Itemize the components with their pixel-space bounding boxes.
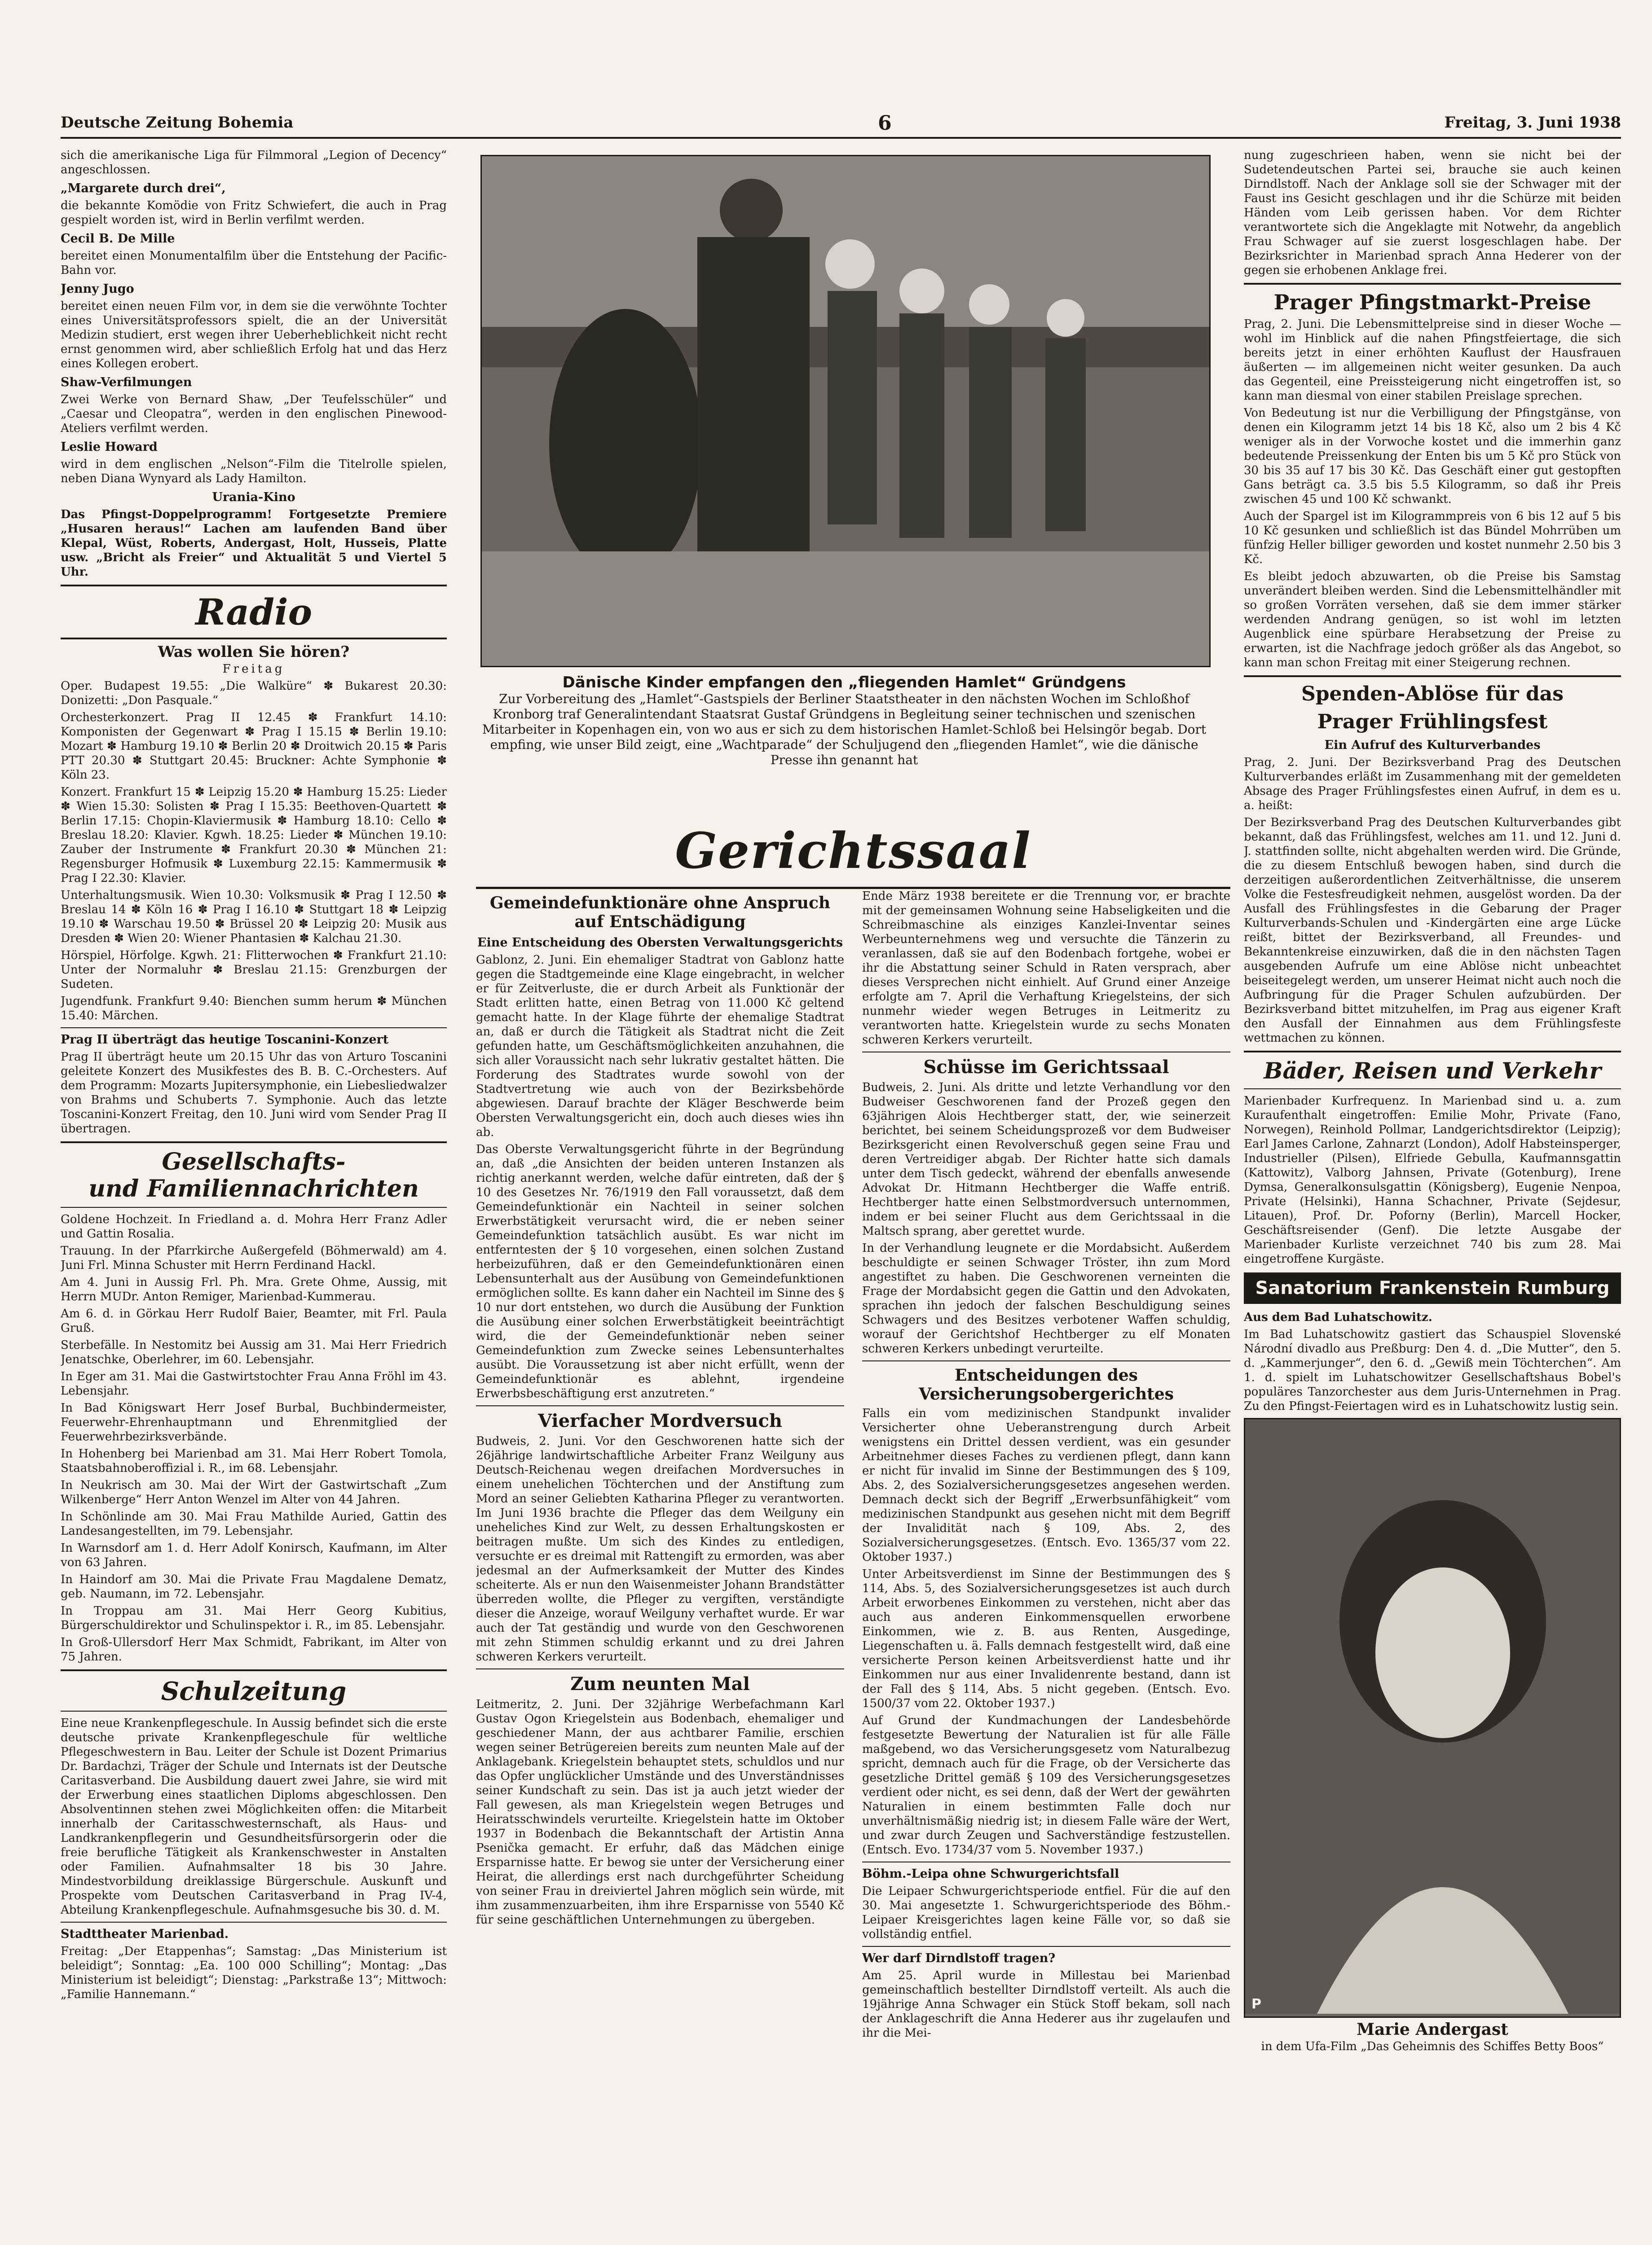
divider bbox=[61, 1711, 447, 1712]
article-title: Wer darf Dirndlstoff tragen? bbox=[862, 1951, 1056, 1965]
column-1 bbox=[61, 148, 447, 2245]
family-notice: In Eger am 31. Mai die Gastwirtstochter Frau Anna Fröhl im 43. Lebensjahr. bbox=[61, 1370, 447, 1398]
photo-illustration bbox=[482, 156, 1209, 666]
family-notice: Sterbefälle. In Nestomitz bei Aussig am 31. Mai Herr Friedrich Jenatschke, Oberlehrer, im 60. Lebensjahr. bbox=[61, 1338, 447, 1366]
gesellschaft-heading-2: und Familiennachrichten bbox=[88, 1175, 419, 1202]
film-item: Cecil B. De Mille bereitet einen Monumentalfilm über die Entstehung der Pacific-Bahn vor. bbox=[61, 232, 447, 277]
article-text: Am 25. April wurde in Millestau bei Marienbad gemeinschaftlich bestellter Dirndlstoff verteilt. Als auch die 19jährige Anna Schwager ein Stück Stoff bekam, soll nach der Anklageschrift die Anna Hederer aus ihr zugelaufen und ihr die Mei- bbox=[862, 1969, 1230, 2040]
divider bbox=[476, 1668, 844, 1669]
schul-text: Eine neue Krankenpflegeschule. In Aussig befindet sich die erste deutsche private Krankenpflegeschule für weltliche Pflegeschwestern in Bau. Leiter der Schule ist Dozent Primarius Dr. Bardachzi, Träger der Schule und Internats ist der Deutsche Caritasverband. Die Ausbildung dauert zwei Jahre, sie wird mit der Erwerbung eines staatlichen Diploms abgeschlossen. Den Absolventinnen stehen zwei Möglichkeiten offen: die Mitarbeit innerhalb der Caritasschwesternschaft, als Haus- und Landkrankenpflegerin und Gesundheitsfürsorgerin oder die freie berufliche Tätigkeit als Krankenschwester in Anstalten oder Familien. Aufnahmsalter 18 bis 30 Jahre. Mindestvorbildung dreiklassige Bürgerschule. Auskunft und Prospekte vom Deutschen Caritasverband in Prag IV-4, Abteilung Krankenpflegeschule. Aufnahmsgesuche bis 30. d. M. bbox=[61, 1717, 447, 1917]
divider bbox=[61, 1027, 447, 1028]
radio-heading: Radio bbox=[195, 591, 312, 633]
divider bbox=[61, 1207, 447, 1208]
article-text: Prag, 2. Juni. Die Lebensmittelpreise sind in dieser Woche — wohl im Hinblick auf die nahen Pfingstfeiertage, die sich bereits jetzt in einer erhöhten Kauflust der Hausfrauen äußerten — im allgemeinen nicht weiter gesunken. Da auch das Gegenteil, eine Preissteigerung nicht eingetroffen ist, so kann man diesmal von einer stabilen Preislage sprechen. bbox=[1244, 317, 1621, 403]
radio-entry: Konzert. Frankfurt 15 ✽ Leipzig 15.20 ✽ Hamburg 15.25: Lieder ✽ Wien 15.30: Solisten ✽ Prag I 15.35: Beethoven-Quartett ✽ Berlin 17.15: Chopin-Klaviermusik ✽ Hamburg 18.10: Cello ✽ Breslau 18.20: Klavier. Kgwh. 18.25: Lieder ✽ München 19.10: Zauber der Instrumente ✽ Frankfurt 20.30 ✽ München 21: Regensburger Hofmusik ✽ Luxemburg 22.15: Kammermusik ✽ Prag I 22.30: Klavier. bbox=[61, 785, 447, 885]
portrait-caption: in dem Ufa-Film „Das Geheimnis des Schiffes Betty Boos“ bbox=[1261, 2040, 1604, 2053]
theater-text: Freitag: „Der Etappenhas“; Samstag: „Das Ministerium ist beleidigt“; Sonntag: „Ea. 100 000 Schilling“; Montag: „Das Ministerium ist beleidigt“; Dienstag: „Parkstraße 13“; Mittwoch: „Familie Hannemann.“ bbox=[61, 1945, 447, 2001]
section-rule bbox=[1244, 675, 1621, 677]
column-2 bbox=[476, 889, 844, 2245]
portrait-illustration bbox=[1245, 1419, 1620, 2014]
theater-heading: Stadttheater Marienbad. bbox=[61, 1927, 229, 1941]
family-notice: In Haindorf am 30. Mai die Private Frau Magdalene Dematz, geb. Naumann, im 72. Lebensjahr. bbox=[61, 1573, 447, 1601]
article-text: Im Bad Luhatschowitz gastiert das Schauspiel Slovenské Národní divadlo aus Preßburg: Den 4. d. „Die Mutter“, den 5. d. „Kammerjunger“, den 6. d. „Gewiß mein Töchterchen“. Am 1. d. spielt im Luhatschowitzer Gesellschaftshaus Bobel's populäres Tanzorchester aus dem Juris-Unternehmen in Prag. Zu den Pfingst-Feiertagen wird es in Luhatschowitz lustig sein. bbox=[1244, 1328, 1621, 1413]
radio-entry: Oper. Budapest 19.55: „Die Walküre“ ✽ Bukarest 20.30: Donizetti: „Don Pasquale.“ bbox=[61, 679, 447, 707]
radio-entry: Orchesterkonzert. Prag II 12.45 ✽ Frankfurt 14.10: Komponisten der Gegenwart ✽ Prag I 15.15 ✽ Berlin 19.10: Mozart ✽ Hamburg 19.10 ✽ Berlin 20 ✽ Droitwich 20.15 ✽ Paris PTT 20.30 ✽ Stuttgart 20.45: Bruckner: Achte Symphonie ✽ Köln 23. bbox=[61, 711, 447, 782]
radio-question: Was wollen Sie hören? bbox=[158, 643, 350, 661]
divider bbox=[1244, 1088, 1621, 1089]
baeder-heading: Bäder, Reisen und Verkehr bbox=[1264, 1057, 1601, 1084]
caption-title: Dänische Kinder empfangen den „fliegenden Hamlet“ Gründgens bbox=[562, 674, 1126, 691]
portrait-photo bbox=[1244, 1418, 1621, 2018]
family-notice: Goldene Hochzeit. In Friedland a. d. Mohra Herr Franz Adler und Gattin Rosalia. bbox=[61, 1213, 447, 1241]
newspaper-name: Deutsche Zeitung Bohemia bbox=[61, 114, 294, 132]
schulzeitung-heading: Schulzeitung bbox=[161, 1677, 347, 1706]
gesellschaft-heading: Gesellschafts- bbox=[162, 1148, 346, 1175]
article-title: Böhm.-Leipa ohne Schwurgerichtsfall bbox=[862, 1867, 1119, 1881]
article-title: Schüsse im Gerichtssaal bbox=[923, 1056, 1169, 1078]
urania-text: Das Pfingst-Doppelprogramm! Fortgesetzte Premiere „Husaren heraus!“ Lachen am laufenden Band über Klepal, Wüst, Roberts, Andergast, Holt, Husseis, Platte usw. „Bricht als Freier“ und Aktualität 5 und Viertel 5 Uhr. bbox=[61, 508, 447, 579]
film-item: „Margarete durch drei“, die bekannte Komödie von Fritz Schwiefert, die auch in Prag gespielt worden ist, wird in Berlin verfilmt werden. bbox=[61, 181, 447, 227]
article-text: Leitmeritz, 2. Juni. Der 32jährige Werbefachmann Karl Gustav Ogon Kriegelstein aus Bodenbach, ehemaliger und geschiedener Mann, der aus achtbarer Familie, erschien wegen seiner Betrügereien bereits zum neunten Male auf der Anklagebank. Kriegelstein behauptet stets, schuldlos und nur das Opfer unglücklicher Umstände und des Unverständnisses seiner Kundschaft zu sein. Das ist ja auch jetzt wieder der Fall gewesen, als man Kriegelstein wegen Betruges und Heiratsschwindels verurteilte. Kriegelstein hatte im Oktober 1937 in Bodenbach die Bekanntschaft der Artistin Anna Psenička gemacht. Er erfuhr, daß das Mädchen einige Ersparnisse hatte. Er bewog sie unter der Versicherung einer Heirat, die allerdings erst nach durchgeführter Scheidung von seiner Frau in dreiviertel Jahren möglich sein würde, mit ihm zusammenzuarbeiten, ihm ihre Ersparnisse von 5540 Kč für seine geschäftlichen Unternehmungen zu übergeben. bbox=[476, 1698, 844, 1927]
radio-entry: Hörspiel, Hörfolge. Kgwh. 21: Flitterwochen ✽ Frankfurt 21.10: Unter der Normaluhr ✽ Breslau 21.15: Grenzburgen der Sudeten. bbox=[61, 949, 447, 991]
page-number: 6 bbox=[878, 112, 892, 135]
article-text: Das Oberste Verwaltungsgericht führte in der Begründung an, daß „die Ansichten der beiden unteren Instanzen als richtig anerkannt werden, welche dafür eintreten, daß der § 10 des Gesetzes Nr. 76/1919 den Fall voraussetzt, daß dem Gemeindefunktionär ein Nachteil in seiner solchen Erwerbstätigkeit verursacht wird, die er neben seiner Gemeindefunktion tatsächlich ausübt. Es war nicht im entferntesten der § 10 vorgesehen, einen solchen Zustand herbeizuführen, daß er den Gemeindefunktionären einen Lebensunterhalt aus der Ausübung von Gemeindefunktionen ermöglichen sollte. Es kann daher ein Nachteil im Sinne des § 10 nur dort entstehen, wo durch die Ausübung der Funktion die Ausübung einer solchen Erwerbstätigkeit beeinträchtigt wird, die der Gemeindefunktionär neben seiner Gemeindefunktion zum Zwecke seines Lebensunterhaltes ausübt. Die Voraussetzung ist aber nicht erfüllt, wenn der Gemeindefunktionär es ablehnt, irgendeine Erwerbsbeschäftigung erst anzutreten.“ bbox=[476, 1143, 844, 1400]
article-title: Entscheidungen des Versicherungsobergerichtes bbox=[919, 1366, 1174, 1404]
article-text: Auf Grund der Kundmachungen der Landesbehörde festgesetzte Bewertung der Naturalien ist für alle Fälle maßgebend, wo das Versicherungsgesetz vom Naturalbezug spricht, demnach auch für die Frage, ob der Versicherte das gesetzliche Drittel gemäß § 109 des Versicherungsgesetzes verdient oder nicht, es sei denn, daß der Wert der gewährten Naturalien in einem bestimmten Falle doch nur unverhältnismäßig niedrig ist; in diesem Falle wäre der Wert, und zwar durch Zeugen und Sachverständige festzustellen. (Entsch. Evo. 1734/37 vom 5. November 1937.) bbox=[862, 1714, 1230, 1857]
film-intro: sich die amerikanische Liga für Filmmoral „Legion of Decency“ angeschlossen. bbox=[61, 149, 447, 176]
article-text: In der Verhandlung leugnete er die Mordabsicht. Außerdem beschuldigte er seinen Schwager Tröster, ihn zum Mord angestiftet zu haben. Die Geschworenen verneinten die Frage der Mordabsicht gegen die Gattin und den Advokaten, sprachen ihn jedoch der falschen Beschuldigung seines Schwagers und des Besitzes verbotener Waffen schuldig, worauf der Gerichtshof Hechtberger zu elf Monaten schweren Kerkers unbedingt verurteilte. bbox=[862, 1241, 1230, 1356]
family-notice: In Troppau am 31. Mai Herr Georg Kubitius, Bürgerschuldirektor und Schulinspektor i. R., im 85. Lebensjahr. bbox=[61, 1604, 447, 1632]
radio-entry: Jugendfunk. Frankfurt 9.40: Bienchen summ herum ✽ München 15.40: Märchen. bbox=[61, 995, 447, 1022]
luhat-heading: Aus dem Bad Luhatschowitz. bbox=[1244, 1311, 1432, 1324]
article-text: Der Bezirksverband Prag des Deutschen Kulturverbandes gibt bekannt, daß das Frühlingsfest, welches am 11. und 12. Juni d. J. stattfinden sollte, nicht abgehalten werden wird. Die Gründe, die zu diesem Entschluß bewogen haben, sind durch die derzeitigen außerordentlichen Zeitverhältnisse, die unserem Volke die Festesfreudigkeit nehmen, ausgelöst worden. Da der Ausfall des Frühlingsfestes in die Gebarung der Prager Kulturverbands-Schulen und -Kindergärten eine arge Lücke reißt, bittet der Bezirksverband, all Freundes- und Bekanntenkreise einzuwirken, daß die in den nächsten Tagen ausgebenden Aufrufe um eine Ablöse nicht unbeachtet beiseitegelegt werden, um unserer Heimat nicht auch noch die Aufbringung für die Prager Schulen aufzubürden. Der Bezirksverband bittet mitzuhelfen, im Prag aus eigener Kraft den Ausfall der Einnahmen aus dem Frühlingsfeste wettmachen zu können. bbox=[1244, 816, 1621, 1045]
family-notice: Am 6. d. in Görkau Herr Rudolf Baier, Beamter, mit Frl. Paula Gruß. bbox=[61, 1307, 447, 1335]
article-title: Spenden-Ablöse für das bbox=[1301, 682, 1564, 705]
gerichtssaal-heading: Gerichtssaal bbox=[675, 822, 1031, 880]
section-rule bbox=[1244, 1051, 1621, 1052]
family-notice: In Neukrisch am 30. Mai der Wirt der Gastwirtschaft „Zum Wilkenberge“ Herr Anton Wenzel im Alter von 44 Jahren. bbox=[61, 1479, 447, 1506]
column-3 bbox=[862, 889, 1230, 2245]
article-text: Unter Arbeitsverdienst im Sinne der Bestimmungen des § 114, Abs. 5, des Sozialversicherungsgesetzes ist auch durch Arbeit erworbenes Einkommen zu verstehen, nicht aber das auch aus anderen Einkommensquellen erworbene Einkommen, wie z. B. aus Renten, Ausgedinge, Liegenschaften u. ä. Falls demnach festgestellt wird, daß eine versicherte Person keinen Arbeitsverdienst hatte und ihr Einkommen nur aus einer Invalidenrente bestand, dann ist der Fall des § 114, Abs. 5 nicht gegeben. (Entsch. Evo. 1500/37 vom 22. Oktober 1937.) bbox=[862, 1567, 1230, 1710]
article-text: Die Leipaer Schwurgerichtsperiode entfiel. Für die auf den 30. Mai angesetzte 1. Schwurgerichtsperiode des Böhm.-Leipaer Kreisgerichtes lagen keine Fälle vor, so daß sie vollständig entfiel. bbox=[862, 1884, 1230, 1941]
section-rule bbox=[1244, 283, 1621, 285]
article-text: Budweis, 2. Juni. Als dritte und letzte Verhandlung vor den Budweiser Geschworenen fand der Prozeß gegen den 63jährigen Alois Hechtberger statt, der, wie seinerzeit berichtet, bei seinem Scheidungsprozeß vor dem Budweiser Bezirksgericht einen Revolverschuß gegen seine Frau und deren Vertreidiger abgab. Der Richter hatte sich damals unter dem Tisch gedeckt, während der ebenfalls anwesende Advokat Dr. Hitmann Hechtberger die Waffe entriß. Hechtberger hatte einen Selbstmordversuch unternommen, indem er bei seiner Flucht aus dem Gerichtssaal in die Maltsch sprang, aber gerettet wurde. bbox=[862, 1081, 1230, 1238]
divider bbox=[862, 1360, 1230, 1361]
article-text: Prag, 2. Juni. Der Bezirksverband Prag des Deutschen Kulturverbandes erläßt im Zusammenhang mit der gemeldeten Absage des Prager Frühlingsfestes einen Aufruf, in dem es u. a. heißt: bbox=[1244, 756, 1621, 812]
article-text: Auch der Spargel ist im Kilogrammpreis von 6 bis 12 auf 5 bis 10 Kč gesunken und schließlich ist das Bündel Mohrrüben um fünfzig Heller billiger geworden und kostet nunmehr 2.50 bis 3 Kč. bbox=[1244, 510, 1621, 566]
portrait-name: Marie Andergast bbox=[1357, 2020, 1508, 2039]
article-text: Budweis, 2. Juni. Vor den Geschworenen hatte sich der 26jährige landwirtschaftliche Arbeiter Franz Weilguny aus Deutsch-Reichenau wegen dreifachen Mordversuches in einem unehelichen Töchterchen und der Anstiftung zum Mord an seiner Geliebten Katharina Pfleger zu verantworten. Im Juni 1936 brachte die Pfleger das dem Weilguny ein uneheliches Kind zur Welt, zu dessen Erhaltungskosten er beitragen mußte. Um sich des Kindes zu entledigen, versuchte er es dreimal mit Rattengift zu ermorden, was aber jedesmal an der Aufmerksamkeit der Mutter des Kindes scheiterte. Als er nun den Waisenmeister Johann Brandstätter überreden wollte, die Pfleger zu vergiften, verständigte dieser die Anzeige, worauf Weilguny verhaftet wurde. Er war auch der Tat geständig und wurde von den Geschworenen mit zehn Stimmen schuldig erkannt und zu drei Jahren schweren Kerkers verurteilt. bbox=[476, 1435, 844, 1664]
article-title: Gemeindefunktionäre ohne Anspruch auf Entschädigung bbox=[489, 894, 831, 931]
film-item: Jenny Jugo bereitet einen neuen Film vor, in dem sie die verwöhnte Tochter eines Universitätsprofessors spielt, die an der Universität Medizin studiert, erst wegen ihrer Ueberheblichkeit nicht recht ernst genommen wird, aber schließlich Erfolg hat und das Herz eines Kollegen erobert. bbox=[61, 282, 447, 370]
radio-entry: Unterhaltungsmusik. Wien 10.30: Volksmusik ✽ Prag I 12.50 ✽ Breslau 14 ✽ Köln 16 ✽ Prag I 16.10 ✽ Stuttgart 18 ✽ Leipzig 19.10 ✽ Warschau 19.50 ✽ Brüssel 20 ✽ Leipzig 20: Musik aus Dresden ✽ Wien 20: Wiener Phantasien ✽ Kalchau 21.30. bbox=[61, 889, 447, 945]
article-subtitle: Ein Aufruf des Kulturverbandes bbox=[1324, 738, 1541, 752]
article-title: Prager Pfingstmarkt-Preise bbox=[1273, 290, 1591, 314]
section-rule bbox=[61, 1669, 447, 1671]
article-text: Marienbader Kurfrequenz. In Marienbad sind u. a. zum Kuraufenthalt eingetroffen: Emilie Mohr, Private (Fano, Norwegen), Reinhold Pollmar, Landgerichtsdirektor (Leipzig); Earl James Carlone, Zahnarzt (London), Adolf Habsteinsperger, Industrieller (Pilsen), Elfriede Gebulla, Kaufmannsgattin (Kattowitz), Valborg Jahnsen, Private (Gotenburg), Irene Dymsa, Generalkonsulsgattin (Königsberg), Eugenie Nenpoa, Private (Helsinki), Hanna Schachner, Private (Sejdesur, Litauen), Prof. Dr. Poforny (Berlin), Marcell Hocker, Geschäftsreisender (Genf). Die letzte Ausgabe der Marienbader Kurliste verzeichnet 740 bis zum 28. Mai eingetroffene Kurgäste. bbox=[1244, 1094, 1621, 1266]
film-item: Leslie Howard wird in dem englischen „Nelson“-Film die Titelrolle spielen, neben Diana Wynyard als Lady Hamilton. bbox=[61, 440, 447, 485]
family-notice: In Groß-Ullersdorf Herr Max Schmidt, Fabrikant, im Alter von 75 Jahren. bbox=[61, 1636, 447, 1664]
divider bbox=[862, 1946, 1230, 1947]
column-4 bbox=[1244, 148, 1621, 2245]
toscanini-text: Prag II überträgt heute um 20.15 Uhr das von Arturo Toscanini geleitete Konzert des Musikfestes des B. B. C.-Orchesters. Auf dem Programm: Mozarts Jupitersymphonie, ein Liebesliedwalzer von Brahms und Schuberts 7. Symphonie. Auch das letzte Toscanini-Konzert Freitag, den 10. Juni wird vom Sender Prag II übertragen. bbox=[61, 1050, 447, 1136]
sanatorium-ad: Sanatorium Frankenstein Rumburg bbox=[1244, 1272, 1621, 1304]
article-subtitle: Eine Entscheidung des Obersten Verwaltungsgerichts bbox=[477, 936, 843, 950]
radio-day: Freitag bbox=[222, 662, 285, 676]
article-text: Von Bedeutung ist nur die Verbilligung der Pfingstgänse, von denen ein Kilogramm jetzt 14 bis 18 Kč, also um 2 bis 4 Kč weniger als in der Vorwoche kostet und die immerhin ganz bedeutende Preissenkung der Enten bis um 5 Kč pro Stück von 30 bis 35 auf 17 bis 30 Kč. Das Geschäft einer gut gestopften Gans beträgt ca. 3.5 bis 5.5 Kilogramm, so daß ihr Preis zwischen 45 und 100 Kč schwankt. bbox=[1244, 406, 1621, 506]
family-notice: In Hohenberg bei Marienbad am 31. Mai Herr Robert Tomola, Staatsbahnoberoffizial i. R., im 68. Lebensjahr. bbox=[61, 1447, 447, 1475]
article-text: Es bleibt jedoch abzuwarten, ob die Preise bis Samstag unverändert bleiben werden. Sind die Lebensmittelhändler mit so großen Vorräten versehen, daß sie dem immer stärker werdenden Andrang genügen, so ist wohl im letzten Augenblick eine spürbare Herabsetzung der Preise zu erwarten, ist die Nachfrage jedoch größer als das Angebot, so kann man schon Freitag mit einer Steigerung rechnen. bbox=[1244, 570, 1621, 669]
article-title: Vierfacher Mordversuch bbox=[538, 1410, 782, 1431]
family-notice: In Warnsdorf am 1. d. Herr Adolf Konirsch, Kaufmann, im Alter von 63 Jahren. bbox=[61, 1541, 447, 1569]
article-title: Zum neunten Mal bbox=[570, 1673, 750, 1695]
article-text: nung zugeschrieen haben, wenn sie nicht bei der Sudetendeutschen Partei sei, brauche sie auch keinen Dirndlstoff. Nach der Anklage soll sie der Schwager mit der Faust ins Gesicht geschlagen und ihr die Schürze mit beiden Händen vom Leib gerissen haben. Vor dem Richter verantwortete sich die Angeklagte mit Notwehr, da angeblich Frau Schwager auf sie zuerst losgeschlagen habe. Der Bezirksrichter in Marienbad sprach Anna Hederer von der gegen sie erhobenen Anklage frei. bbox=[1244, 149, 1621, 277]
section-rule bbox=[61, 1141, 447, 1143]
urania-heading: Urania-Kino bbox=[212, 490, 295, 504]
section-rule bbox=[61, 585, 447, 586]
article-text: Falls ein vom medizinischen Standpunkt invalider Versicherter ohne Ueberanstrengung durch Arbeit wenigstens ein Drittel dessen verdient, was ein gesunder Arbeitnehmer dieses Faches zu verdienen pflegt, dann kann er nicht für invalid im Sinne der Bestimmungen des § 109, Abs. 2, des Sozialversicherungsgesetzes angesehen werden. Demnach deckt sich der Begriff „Erwerbsunfähigkeit“ vom medizinischen Standpunkt aus gesehen nicht mit dem Begriff der Invalidität nach § 109, Abs. 2, des Sozialversicherungsgesetzes. (Entsch. Evo. 1365/37 vom 22. Oktober 1937.) bbox=[862, 1407, 1230, 1564]
caption-text: Zur Vorbereitung des „Hamlet“-Gastspiels der Berliner Staatstheater in den nächsten Wochen im Schloßhof Kronborg traf Generalintendant Staatsrat Gustaf Gründgens in Begleitung seiner technischen und szenischen Mitarbeiter in Kopenhagen ein, von wo aus er sich zu dem historischen Hamlet-Schloß bei Helsingör begab. Dort empfing, wie unser Bild zeigt, eine „Wachtparade“ der Schuljugend den „fliegenden Hamlet“, wie die dänische Presse ihn genannt hat bbox=[482, 691, 1207, 767]
family-notice: Am 4. Juni in Aussig Frl. Ph. Mra. Grete Ohme, Aussig, mit Herrn MUDr. Anton Remiger, Marienbad-Kummerau. bbox=[61, 1276, 447, 1303]
photo-credit-mark: P bbox=[1251, 1996, 1261, 2012]
family-notice: In Schönlinde am 30. Mai Frau Mathilde Auried, Gattin des Landesangestellten, im 79. Lebensjahr. bbox=[61, 1510, 447, 1538]
news-photo bbox=[480, 155, 1211, 667]
film-item: Shaw-Verfilmungen Zwei Werke von Bernard Shaw, „Der Teufelsschüler“ und „Caesar und Cleopatra“, werden in den englischen Pinewood-Ateliers verfilmt werden. bbox=[61, 375, 447, 435]
divider bbox=[61, 1922, 447, 1923]
article-title-2: Prager Frühlingsfest bbox=[1317, 710, 1548, 733]
toscanini-heading: Prag II überträgt das heutige Toscanini-Konzert bbox=[61, 1033, 389, 1047]
page-header bbox=[61, 110, 1621, 139]
article-text: Gablonz, 2. Juni. Ein ehemaliger Stadtrat von Gablonz hatte gegen die Stadtgemeinde eine Klage eingebracht, in welcher er für Zeitverluste, die er durch Arbeit als Funktionär der Stadt erlitten hatte, einen Betrag von 11.000 Kč geltend gemacht hatte. In der Klage führte der ehemalige Stadtrat an, daß er durch die Tätigkeit als Stadtrat nicht die Zeit gefunden hatte, um Geschäftsmöglichkeiten anzuhahnen, die sich aller Voraussicht nach sehr lukrativ gestaltet hätten. Die Forderung des Stadtrates wurde sowohl von der Stadtvertretung wie auch von der Bezirksbehörde abgewiesen. Darauf brachte der Kläger Beschwerde beim Obersten Verwaltungsgericht ein, doch auch dieses wies ihn ab. bbox=[476, 953, 844, 1139]
divider bbox=[476, 1405, 844, 1406]
issue-date: Freitag, 3. Juni 1938 bbox=[1444, 114, 1621, 132]
family-notice: Trauung. In der Pfarrkirche Außergefeld (Böhmerwald) am 4. Juni Frl. Minna Schuster mit Herrn Ferdinand Hackl. bbox=[61, 1244, 447, 1272]
section-rule bbox=[61, 638, 447, 639]
photo-caption bbox=[480, 674, 1208, 770]
article-text: Ende März 1938 bereitete er die Trennung vor, er brachte mit der gemeinsamen Wohnung seine Habseligkeiten und die Schreibmaschine als einziges Kanzlei-Inventar seines Werbeunternehmens weg und versuchte die Tänzerin zu veranlassen, daß sie auf den Bodenbach fortgehe, wobei er ihr die Abstattung seiner Schuld in Raten versprach, aber dieses Versprechen nicht einhielt. Auf Grund einer Anzeige erfolgte am 7. April die Verhaftung Kriegelsteins, der sich nunmehr wieder wegen Betruges in Leitmeritz zu verantworten hatte. Kriegelstein wurde zu sechs Monaten schweren Kerkers verurteilt. bbox=[862, 889, 1230, 1047]
family-notice: In Bad Königswart Herr Josef Burbal, Buchbindermeister, Feuerwehr-Ehrenhauptmann und Ehrenmitglied der Feuerwehrbezirksverbände. bbox=[61, 1401, 447, 1444]
